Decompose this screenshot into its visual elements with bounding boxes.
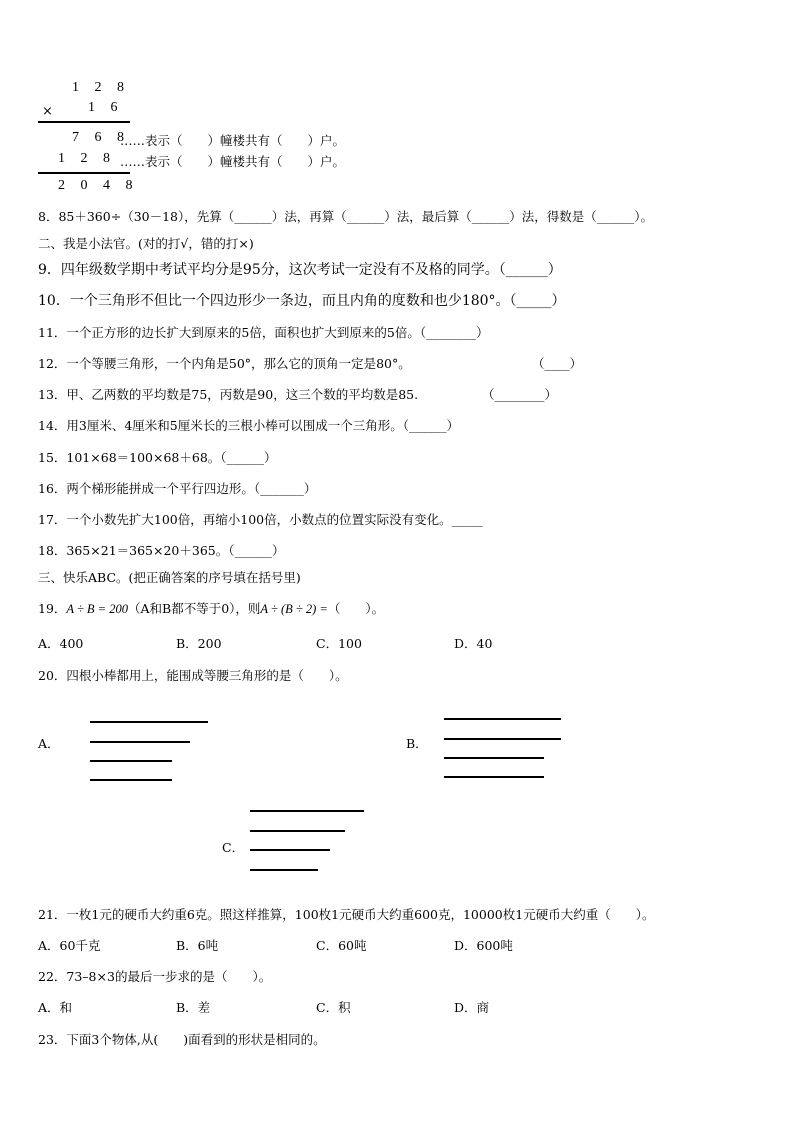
multiplication-rule-1 <box>38 121 130 123</box>
question-20: 20．四根小棒都用上，能围成等腰三角形的是（ ）。 <box>38 668 348 683</box>
q20-a-stick-2 <box>90 741 190 743</box>
multiplier: 1 6 <box>88 100 124 115</box>
question-17: 17．一个小数先扩大100倍，再缩小100倍，小数点的位置实际没有变化。_____ <box>38 512 483 527</box>
q20-a-stick-1 <box>90 721 208 723</box>
question-12: 12．一个等腰三角形，一个内角是50°，那么它的顶角一定是80°。 <box>38 356 411 371</box>
partial-product-2: 1 2 8 <box>58 151 116 166</box>
q22-option-b: B．差 <box>176 1000 211 1015</box>
q20-b-stick-1 <box>444 718 561 720</box>
q20-a-stick-4 <box>90 779 172 781</box>
question-8: 8．85＋360÷（30－18），先算（______）法，再算（______）法，最后算（______）法，得数是（______）。 <box>38 209 654 224</box>
partial-product-2-note: ……表示（ ）幢楼共有（ ）户。 <box>120 154 346 169</box>
partial-product-1: 7 6 8 <box>72 130 130 145</box>
question-22: 22．73–8×3的最后一步求的是（ ）。 <box>38 969 272 984</box>
q20-b-stick-3 <box>444 757 544 759</box>
q20-c-stick-3 <box>250 849 330 851</box>
q20-label-a: A． <box>38 736 60 751</box>
question-19-middle: （A和B都不等于0），则 <box>128 601 261 616</box>
question-21: 21．一枚1元的硬币大约重6克。照这样推算，100枚1元硬币大约重600克，10000枚1元硬币大约重（ ）。 <box>38 907 655 922</box>
q22-option-d: D．商 <box>454 1000 490 1015</box>
question-11: 11．一个正方形的边长扩大到原来的5倍，面积也扩大到原来的5倍。（________） <box>38 325 489 340</box>
question-12-blank: （____） <box>532 356 583 371</box>
q19-option-a: A．400 <box>38 636 84 651</box>
question-19-suffix: （ ）。 <box>327 601 385 616</box>
q20-a-stick-3 <box>90 760 172 762</box>
question-19-formula-2: A ÷ (B ÷ 2) = <box>260 602 328 616</box>
q20-label-b: B． <box>406 736 428 751</box>
question-13-blank: （________） <box>482 387 558 402</box>
question-13: 13．甲、乙两数的平均数是75，丙数是90，这三个数的平均数是85. <box>38 387 419 402</box>
q21-option-b: B．6吨 <box>176 938 219 953</box>
question-10: 10．一个三角形不但比一个四边形少一条边，而且内角的度数和也少180°。（_____） <box>38 293 566 309</box>
times-sign: × <box>42 104 53 119</box>
q21-option-a: A．60千克 <box>38 938 101 953</box>
question-14: 14．用3厘米、4厘米和5厘米长的三根小棒可以围成一个三角形。（______） <box>38 418 460 433</box>
q22-option-c: C．积 <box>316 1000 351 1015</box>
question-19-prefix: 19． <box>38 601 67 616</box>
section-2-title: 二、我是小法官。(对的打√，错的打×) <box>38 236 254 251</box>
question-18: 18．365×21＝365×20＋365。（______） <box>38 543 285 558</box>
q19-option-d: D．40 <box>454 636 493 651</box>
q20-label-c: C． <box>222 840 245 855</box>
q21-option-d: D．600吨 <box>454 938 513 953</box>
question-19 <box>38 599 384 617</box>
product-result: 2 0 4 8 <box>58 178 139 193</box>
q20-b-stick-4 <box>444 776 544 778</box>
q20-c-stick-2 <box>250 830 345 832</box>
question-9: 9．四年级数学期中考试平均分是95分，这次考试一定没有不及格的同学。（______） <box>38 262 562 278</box>
question-23: 23．下面3个物体,从( )面看到的形状是相同的。 <box>38 1032 326 1047</box>
q20-b-stick-2 <box>444 738 561 740</box>
q21-option-c: C．60吨 <box>316 938 367 953</box>
q20-c-stick-4 <box>250 869 318 871</box>
multiplication-rule-2 <box>38 172 130 174</box>
multiplicand: 1 2 8 <box>72 80 130 95</box>
q19-option-c: C．100 <box>316 636 362 651</box>
partial-product-1-note: ……表示（ ）幢楼共有（ ）户。 <box>120 133 346 148</box>
q19-option-b: B．200 <box>176 636 222 651</box>
section-3-title: 三、快乐ABC。(把正确答案的序号填在括号里) <box>38 570 301 585</box>
question-15: 15．101×68＝100×68＋68。（______） <box>38 450 277 465</box>
question-16: 16．两个梯形能拼成一个平行四边形。（_______） <box>38 481 317 496</box>
q22-option-a: A．和 <box>38 1000 73 1015</box>
q20-c-stick-1 <box>250 810 364 812</box>
question-19-formula-1: A ÷ B = 200 <box>66 602 128 616</box>
